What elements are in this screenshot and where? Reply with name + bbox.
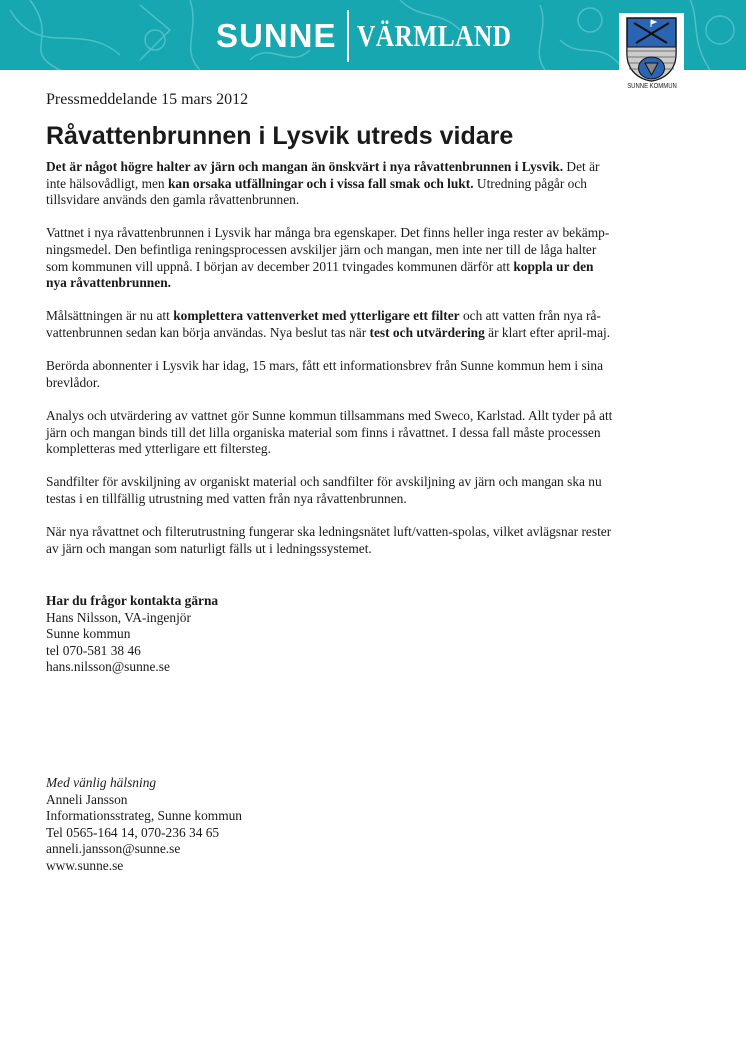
brand-sunne: SUNNE xyxy=(216,17,337,54)
text-line xyxy=(46,159,612,176)
text-line xyxy=(46,192,612,209)
paragraph xyxy=(46,524,612,557)
bold-text: koppla ur den xyxy=(513,258,594,274)
text-line xyxy=(46,474,612,491)
text-segment: järn och mangan binds till det lilla organiska material som finns i råvattnet. I dessa fall måste processen xyxy=(46,424,601,440)
signature-name: Anneli Jansson xyxy=(46,791,128,807)
signature-greeting: Med vänlig hälsning xyxy=(46,775,157,790)
contact-name: Hans Nilsson, VA-ingenjör xyxy=(46,609,191,625)
text-segment: Målsättningen är nu att xyxy=(46,308,174,324)
contact-block xyxy=(46,593,218,676)
text-segment: När nya råvattnet och filterutrustning fungerar ska ledningsnätet luft/vatten-spolas, vilket avlägsnar rester xyxy=(46,524,612,540)
paragraph xyxy=(46,225,612,291)
text-line xyxy=(46,358,612,375)
text-line xyxy=(46,308,612,325)
dateline: Pressmeddelande 15 mars 2012 xyxy=(46,91,249,108)
text-line xyxy=(46,441,612,458)
text-segment: inte hälsovådligt, men xyxy=(46,175,168,191)
bold-text: komplettera vattenverket med ytterligare ett filter xyxy=(173,308,460,324)
text-line xyxy=(46,491,612,508)
text-line xyxy=(46,176,612,193)
text-line xyxy=(46,541,612,558)
contact-org: Sunne kommun xyxy=(46,626,131,642)
contact-email[interactable]: hans.nilsson@sunne.se xyxy=(46,659,170,675)
page-title: Råvattenbrunnen i Lysvik utreds vidare xyxy=(46,122,514,150)
text-segment: vattenbrunnen sedan kan börja användas. Nya beslut tas när xyxy=(46,324,370,340)
text-segment: är klart efter april-maj. xyxy=(484,324,611,340)
coat-of-arms-icon xyxy=(619,13,684,93)
text-segment: Berörda abonnenter i Lysvik har idag, 15 mars, fått ett informationsbrev från Sunne kommun hem i sina xyxy=(46,358,604,374)
text-segment: som kommunen vill uppnå. I början av december 2011 tvingades kommunen därför att xyxy=(46,258,514,274)
text-segment: och att vatten från nya rå- xyxy=(459,308,601,324)
text-line xyxy=(46,259,612,276)
bold-text: Det är något högre halter av järn och mangan än önskvärt i nya råvattenbrunnen i Lysvik. xyxy=(46,159,564,174)
contact-heading: Har du frågor kontakta gärna xyxy=(46,593,219,608)
text-line xyxy=(46,225,612,242)
text-line xyxy=(46,325,612,342)
text-line xyxy=(46,408,612,425)
paragraph xyxy=(46,159,612,209)
bold-text: test och utvärdering xyxy=(369,324,485,340)
brand-logo xyxy=(216,12,545,60)
paragraph xyxy=(46,408,612,458)
text-line xyxy=(46,242,612,259)
brand-varmland: VÄRMLAND xyxy=(356,18,511,53)
signature-website[interactable]: www.sunne.se xyxy=(46,857,124,873)
signature-phone: Tel 0565-164 14, 070-236 34 65 xyxy=(46,824,220,840)
signature-email[interactable]: anneli.jansson@sunne.se xyxy=(46,841,181,857)
text-segment: Vattnet i nya råvattenbrunnen i Lysvik har många bra egenskaper. Det finns heller inga rester av bekämp- xyxy=(46,225,610,241)
paragraph xyxy=(46,474,612,507)
text-segment: testas i en tillfällig utrustning med vatten från nya råvattenbrunnen. xyxy=(46,490,407,506)
text-segment: Det är xyxy=(563,159,600,174)
text-segment: brevlådor. xyxy=(46,374,100,390)
article-body xyxy=(46,159,612,574)
text-line xyxy=(46,275,612,292)
contact-phone: tel 070-581 38 46 xyxy=(46,642,141,658)
paragraph xyxy=(46,358,612,391)
bold-text: nya råvattenbrunnen. xyxy=(46,275,171,291)
crest-label: SUNNE KOMMUN xyxy=(627,83,677,90)
signature-role: Informationsstrateg, Sunne kommun xyxy=(46,808,242,824)
text-line xyxy=(46,524,612,541)
text-segment: tillsvidare används den gamla råvattenbrunnen. xyxy=(46,192,300,208)
text-line xyxy=(46,425,612,442)
signature-block xyxy=(46,775,242,875)
brand-divider xyxy=(347,10,349,62)
text-segment: Sandfilter för avskiljning av organiskt material och sandfilter för avskiljning av järn och mangan ska nu xyxy=(46,474,602,490)
bold-text: kan orsaka utfällningar och i vissa fall smak och lukt. xyxy=(167,175,474,191)
text-segment: ningsmedel. Den befintliga reningsprocessen avskiljer järn och mangan, men inte ner till de låga halter xyxy=(46,241,597,257)
text-segment: Analys och utvärdering av vattnet gör Sunne kommun tillsammans med Sweco, Karlstad. Allt tyder på att xyxy=(46,407,613,423)
text-segment: av järn och mangan som naturligt fälls ut i ledningssystemet. xyxy=(46,540,372,556)
text-segment: kompletteras med ytterligare ett filtersteg. xyxy=(46,441,271,457)
paragraph xyxy=(46,308,612,341)
text-line xyxy=(46,375,612,392)
text-segment: Utredning pågår och xyxy=(473,175,587,191)
